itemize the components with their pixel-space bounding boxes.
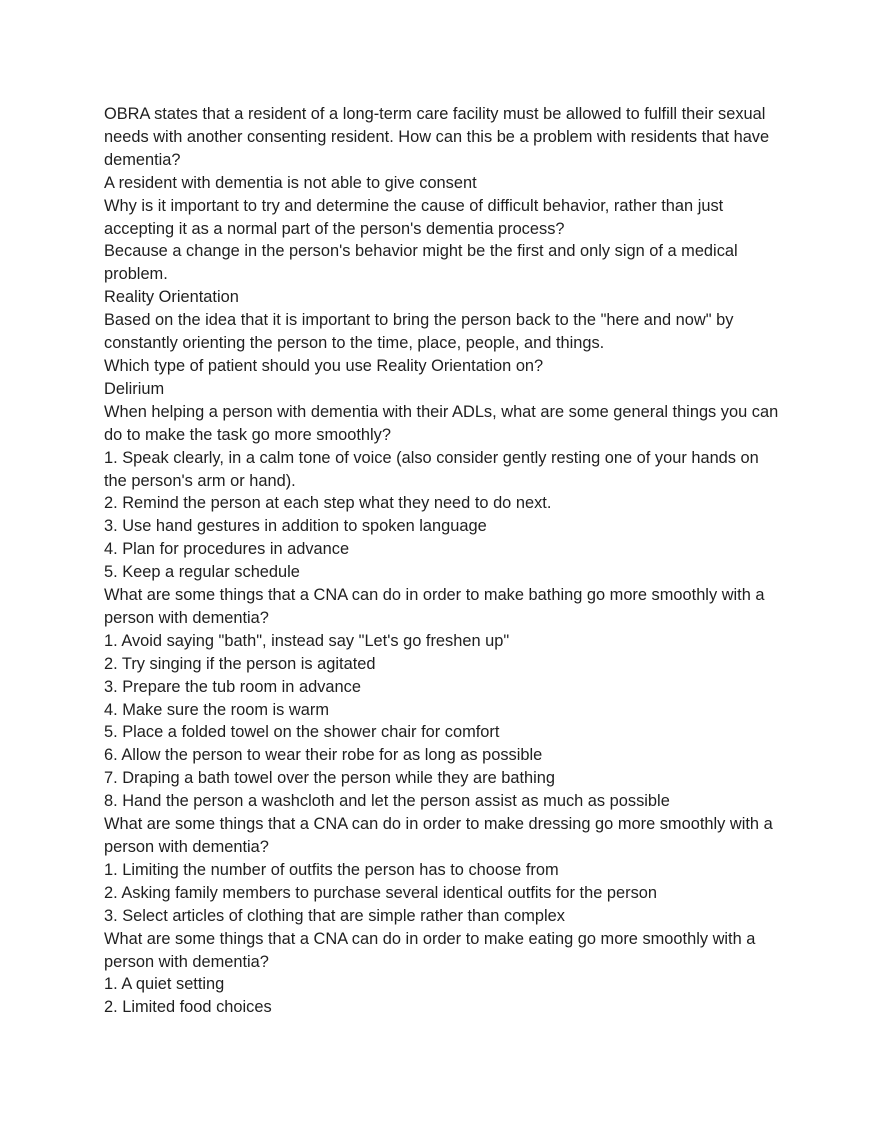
question-dressing: What are some things that a CNA can do in order to make dressing go more smoothly with a person with dementia? <box>104 815 773 856</box>
list-item: 7. Draping a bath towel over the person while they are bathing <box>104 769 556 788</box>
list-item: 2. Asking family members to purchase several identical outfits for the person <box>104 883 657 902</box>
list-item: 1. Limiting the number of outfits the person has to choose from <box>104 860 559 879</box>
question-adls: When helping a person with dementia with their ADLs, what are some general things you can do to make the task go more smoothly? <box>104 402 779 444</box>
list-item: 1. A quiet setting <box>104 975 225 994</box>
document-page <box>104 103 784 1019</box>
list-item: 6. Allow the person to wear their robe for as long as possible <box>104 746 543 765</box>
list-item: 3. Use hand gestures in addition to spoken language <box>104 517 487 536</box>
question-difficult-behavior: Why is it important to try and determine the cause of difficult behavior, rather than just accepting it as a normal part of the person's dementia process? <box>104 196 724 238</box>
list-item: 5. Place a folded towel on the shower chair for comfort <box>104 723 500 742</box>
definition-reality-orientation: Based on the idea that it is important to bring the person back to the "here and now" by constantly orienting the person to the time, place, people, and things. <box>104 311 734 353</box>
list-item: 4. Make sure the room is warm <box>104 700 329 719</box>
question-reality-orientation-patient: Which type of patient should you use Reality Orientation on? <box>104 356 544 375</box>
list-item: 1. Speak clearly, in a calm tone of voice (also consider gently resting one of your hands on the person's arm or hand). <box>104 448 759 490</box>
list-item: 2. Try singing if the person is agitated <box>104 654 376 673</box>
question-obra-sexual-needs: OBRA states that a resident of a long-term care facility must be allowed to fulfill their sexual needs with another consenting resident. How can this be a problem with residents that have dementia? <box>104 105 770 169</box>
term-reality-orientation: Reality Orientation <box>104 288 239 307</box>
list-item: 1. Avoid saying "bath", instead say "Let's go freshen up" <box>104 631 510 650</box>
list-item: 8. Hand the person a washcloth and let the person assist as much as possible <box>104 792 670 811</box>
list-item: 2. Remind the person at each step what they need to do next. <box>104 494 552 513</box>
question-eating: What are some things that a CNA can do in order to make eating go more smoothly with a person with dementia? <box>104 929 756 971</box>
answer-delirium: Delirium <box>104 379 165 398</box>
list-item: 4. Plan for procedures in advance <box>104 540 350 559</box>
list-item: 2. Limited food choices <box>104 998 272 1017</box>
answer-consent: A resident with dementia is not able to give consent <box>104 173 477 192</box>
list-item: 3. Prepare the tub room in advance <box>104 677 361 696</box>
answer-behavior-change: Because a change in the person's behavior might be the first and only sign of a medical problem. <box>104 242 738 284</box>
list-item: 5. Keep a regular schedule <box>104 563 300 582</box>
question-bathing: What are some things that a CNA can do in order to make bathing go more smoothly with a person with dementia? <box>104 586 765 627</box>
list-item: 3. Select articles of clothing that are simple rather than complex <box>104 906 565 925</box>
